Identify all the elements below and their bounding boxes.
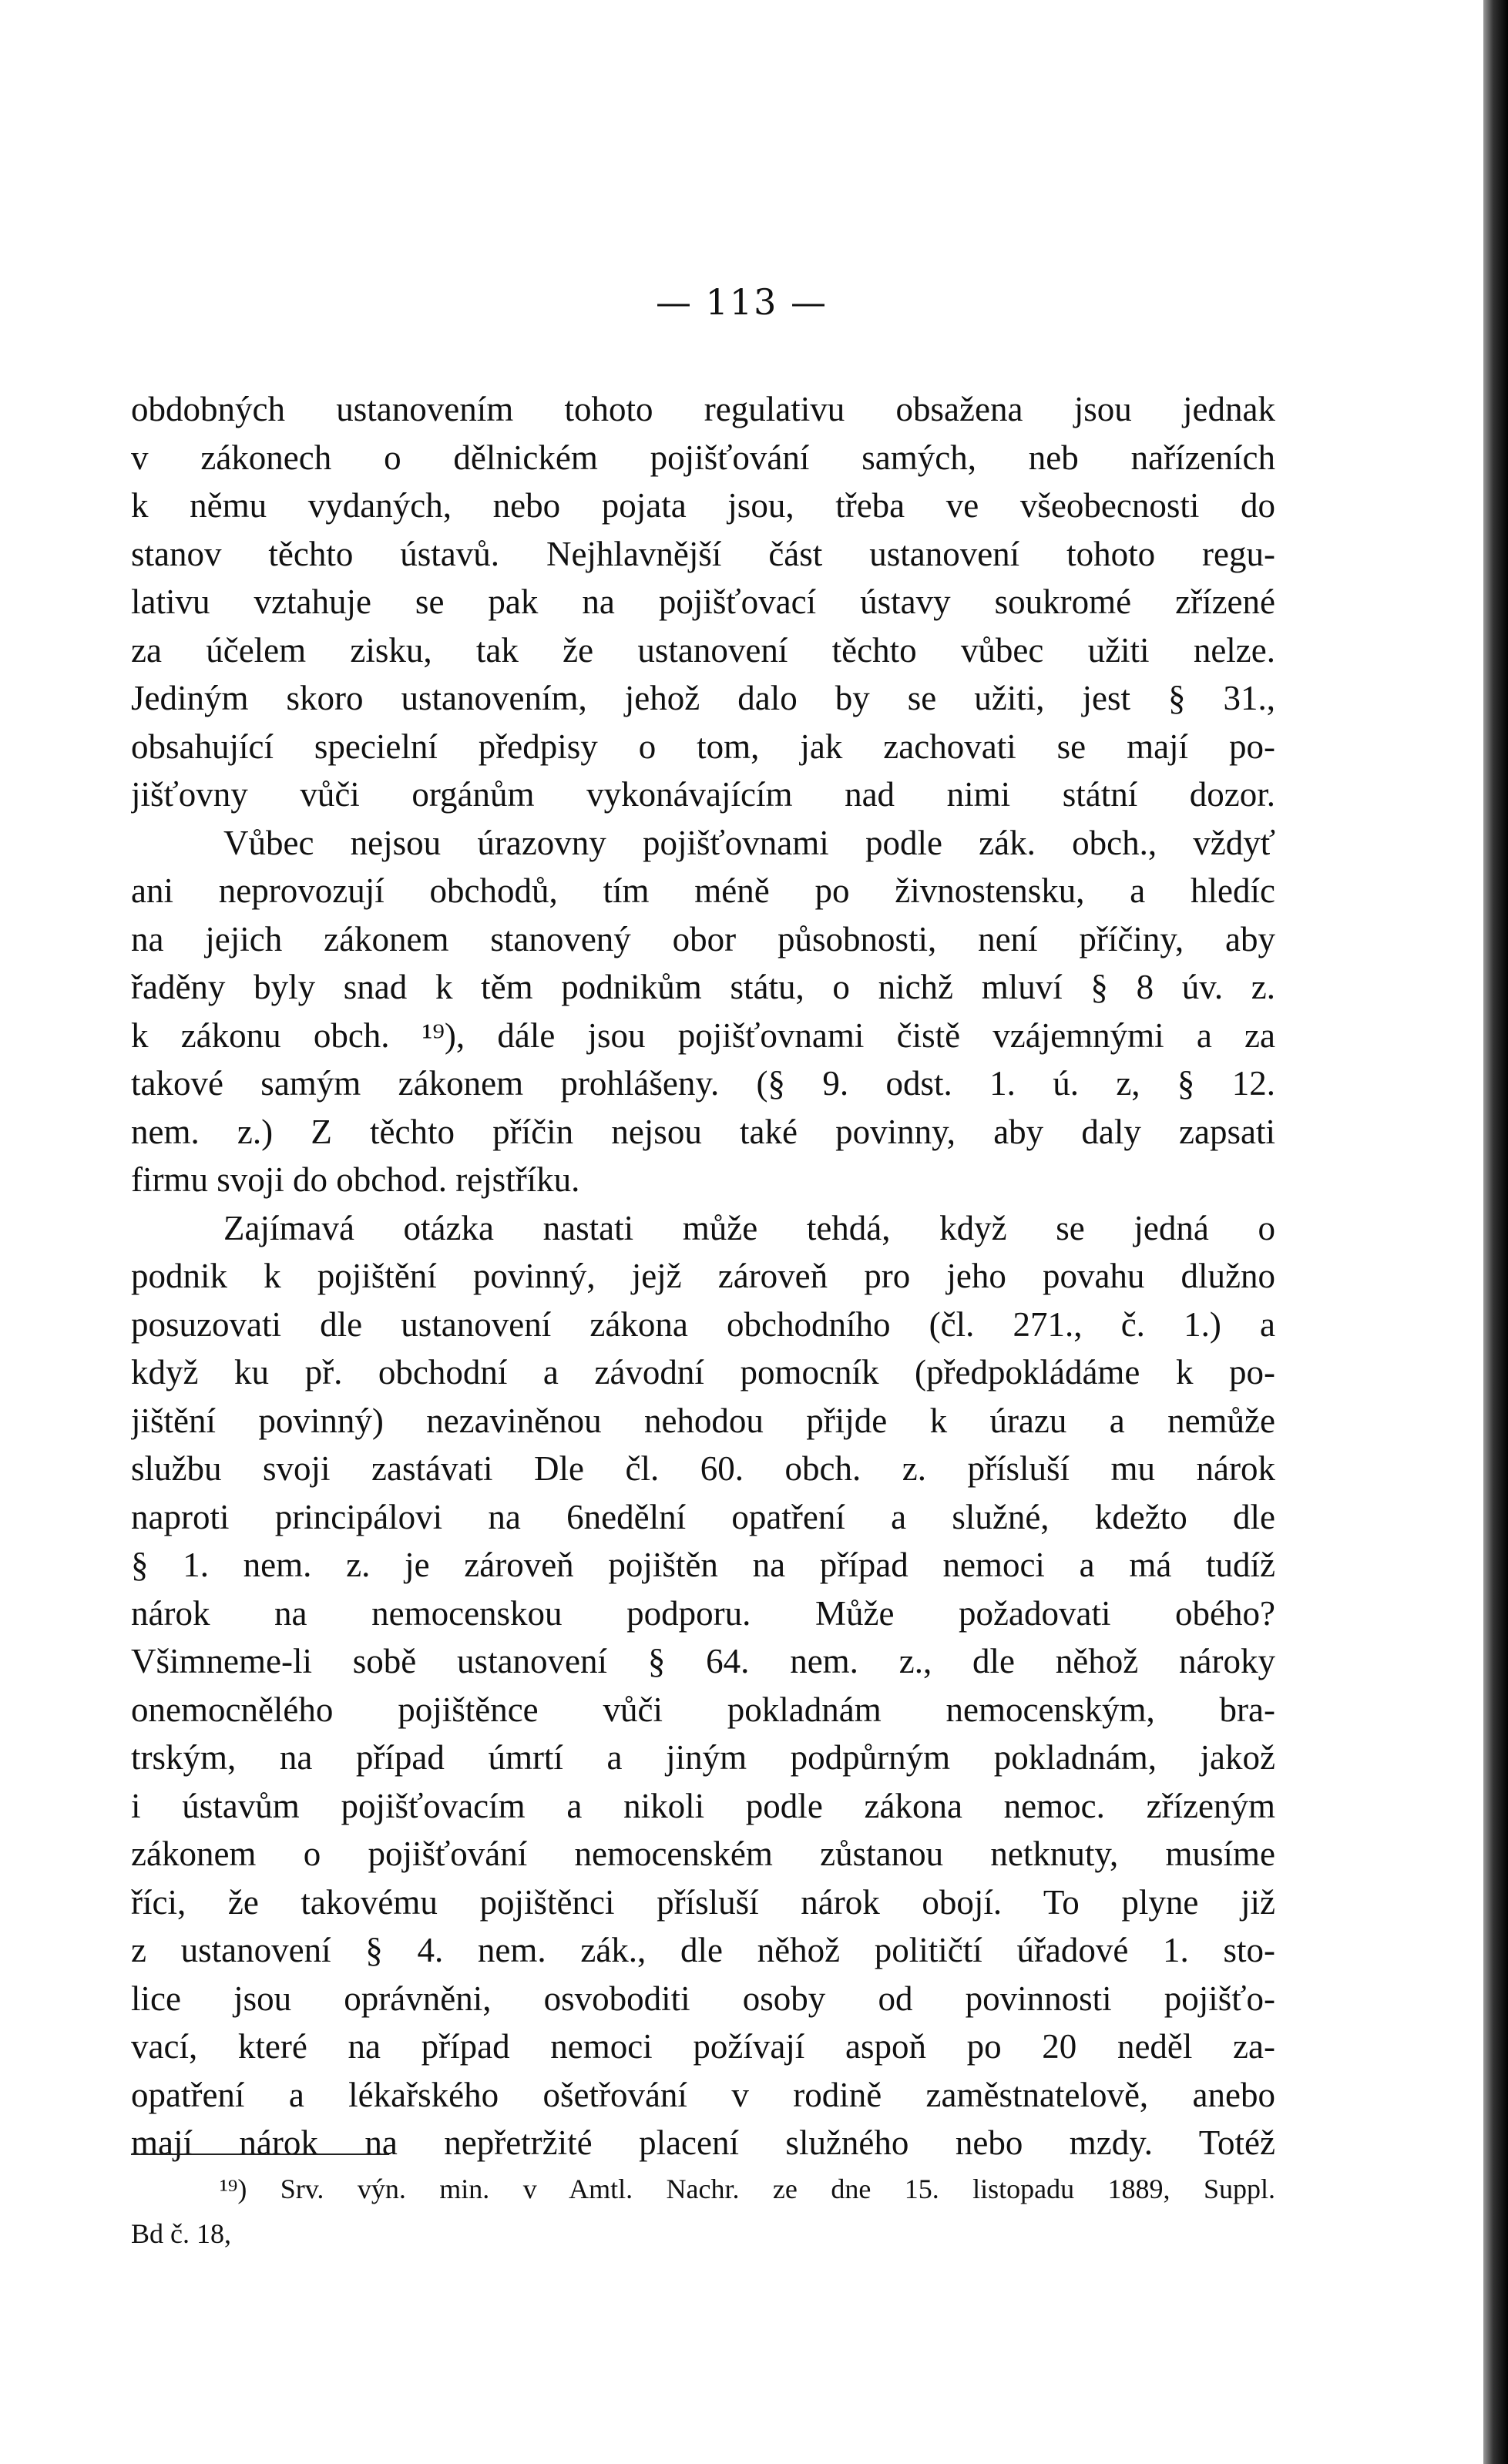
text-line: Zajímavá otázka nastati může tehdá, když se jedná o [223,1208,1275,1247]
scan-edge [1483,0,1508,2464]
text-line: mají nárok na nepřetržité placení služného nebo mzdy. Totéž [131,2123,1275,2162]
text-line: k němu vydaných, nebo pojata jsou, třeba ve všeobecnosti do [131,486,1275,525]
text-line: řaděny byly snad k těm podnikům státu, o nichž mluví § 8 úv. z. [131,968,1275,1006]
text-line: říci, že takovému pojištěnci přísluší nárok obojí. To plyne již [131,1882,1275,1922]
text-line: když ku př. obchodní a závodní pomocník (předpokládáme k po- [131,1353,1275,1391]
text-line: za účelem zisku, tak že ustanovení těchto vůbec užiti nelze. [131,630,1275,670]
text-line: Jediným skoro ustanovením, jehož dalo by se užiti, jest § 31., [131,679,1275,717]
text-line: zákonem o pojišťování nemocenském zůstanou netknuty, musíme [131,1835,1275,1873]
text-line: § 1. nem. z. je zároveň pojištěn na případ nemoci a má tudíž [131,1546,1275,1584]
text-line: podnik k pojištění povinný, jejž zároveň pro jeho povahu dlužno [131,1257,1275,1295]
text-line: trským, na případ úmrtí a jiným podpůrným pokladnám, jakož [131,1738,1275,1777]
text-line: Všimneme-li sobě ustanovení § 64. nem. z., dle něhož nároky [131,1642,1275,1680]
text-line: službu svoji zastávati Dle čl. 60. obch. z. přísluší mu nárok [131,1449,1275,1488]
footnote-divider [131,2153,389,2155]
text-line: lice jsou oprávněni, osvoboditi osoby od povinnosti pojišťo- [131,1979,1275,2018]
text-line: na jejich zákonem stanovený obor působnosti, není příčiny, aby [131,919,1275,958]
page-number: — 113 — [655,281,828,323]
text-line: jišťovny vůči orgánům vykonávajícím nad nimi státní dozor. [131,775,1275,814]
text-line: nem. z.) Z těchto příčin nejsou také povinny, aby daly zapsati [131,1112,1275,1151]
footnote-line: Bd č. 18, [131,2218,231,2249]
text-line: takové samým zákonem prohlášeny. (§ 9. odst. 1. ú. z, § 12. [131,1064,1275,1103]
text-line: Vůbec nejsou úrazovny pojišťovnami podle zák. obch., vždyť [223,823,1275,862]
body-text [131,385,1275,2167]
text-line: obdobných ustanovením tohoto regulativu obsažena jsou jednak [131,390,1275,428]
text-line: ani neprovozují obchodů, tím méně po živnostensku, a hledíc [131,871,1275,910]
text-line: vací, které na případ nemoci požívají aspoň po 20 neděl za- [131,2027,1275,2066]
text-line: firmu svoji do obchod. rejstříku. [131,1160,580,1199]
text-line: stanov těchto ústavů. Nejhlavnější část ustanovení tohoto regu- [131,534,1275,573]
text-line: lativu vztahuje se pak na pojišťovací ústavy soukromé zřízené [131,582,1275,621]
text-line: k zákonu obch. ¹⁹), dále jsou pojišťovnami čistě vzájemnými a za [131,1015,1275,1055]
text-line: v zákonech o dělnickém pojišťování samých, neb nařízeních [131,438,1275,477]
text-line: z ustanovení § 4. nem. zák., dle něhož političtí úřadové 1. sto- [131,1931,1275,1969]
text-line: opatření a lékařského ošetřování v rodině zaměstnatelově, anebo [131,2075,1275,2114]
text-line: i ústavům pojišťovacím a nikoli podle zákona nemoc. zřízeným [131,1786,1275,1825]
footnote [131,2167,1275,2256]
text-line: obsahující specielní předpisy o tom, jak zachovati se mají po- [131,727,1275,766]
text-line: jištění povinný) nezaviněnou nehodou přijde k úrazu a nemůže [131,1401,1275,1440]
text-line: nárok na nemocenskou podporu. Může požadovati obého? [131,1593,1275,1633]
footnote-line: ¹⁹) Srv. výn. min. v Amtl. Nachr. ze dne 15. listopadu 1889, Suppl. [220,2174,1275,2204]
text-line: onemocnělého pojištěnce vůči pokladnám nemocenským, bra- [131,1690,1275,1729]
text-line: naproti principálovi na 6nedělní opatření a služné, kdežto dle [131,1497,1275,1536]
text-line: posuzovati dle ustanovení zákona obchodního (čl. 271., č. 1.) a [131,1304,1275,1344]
